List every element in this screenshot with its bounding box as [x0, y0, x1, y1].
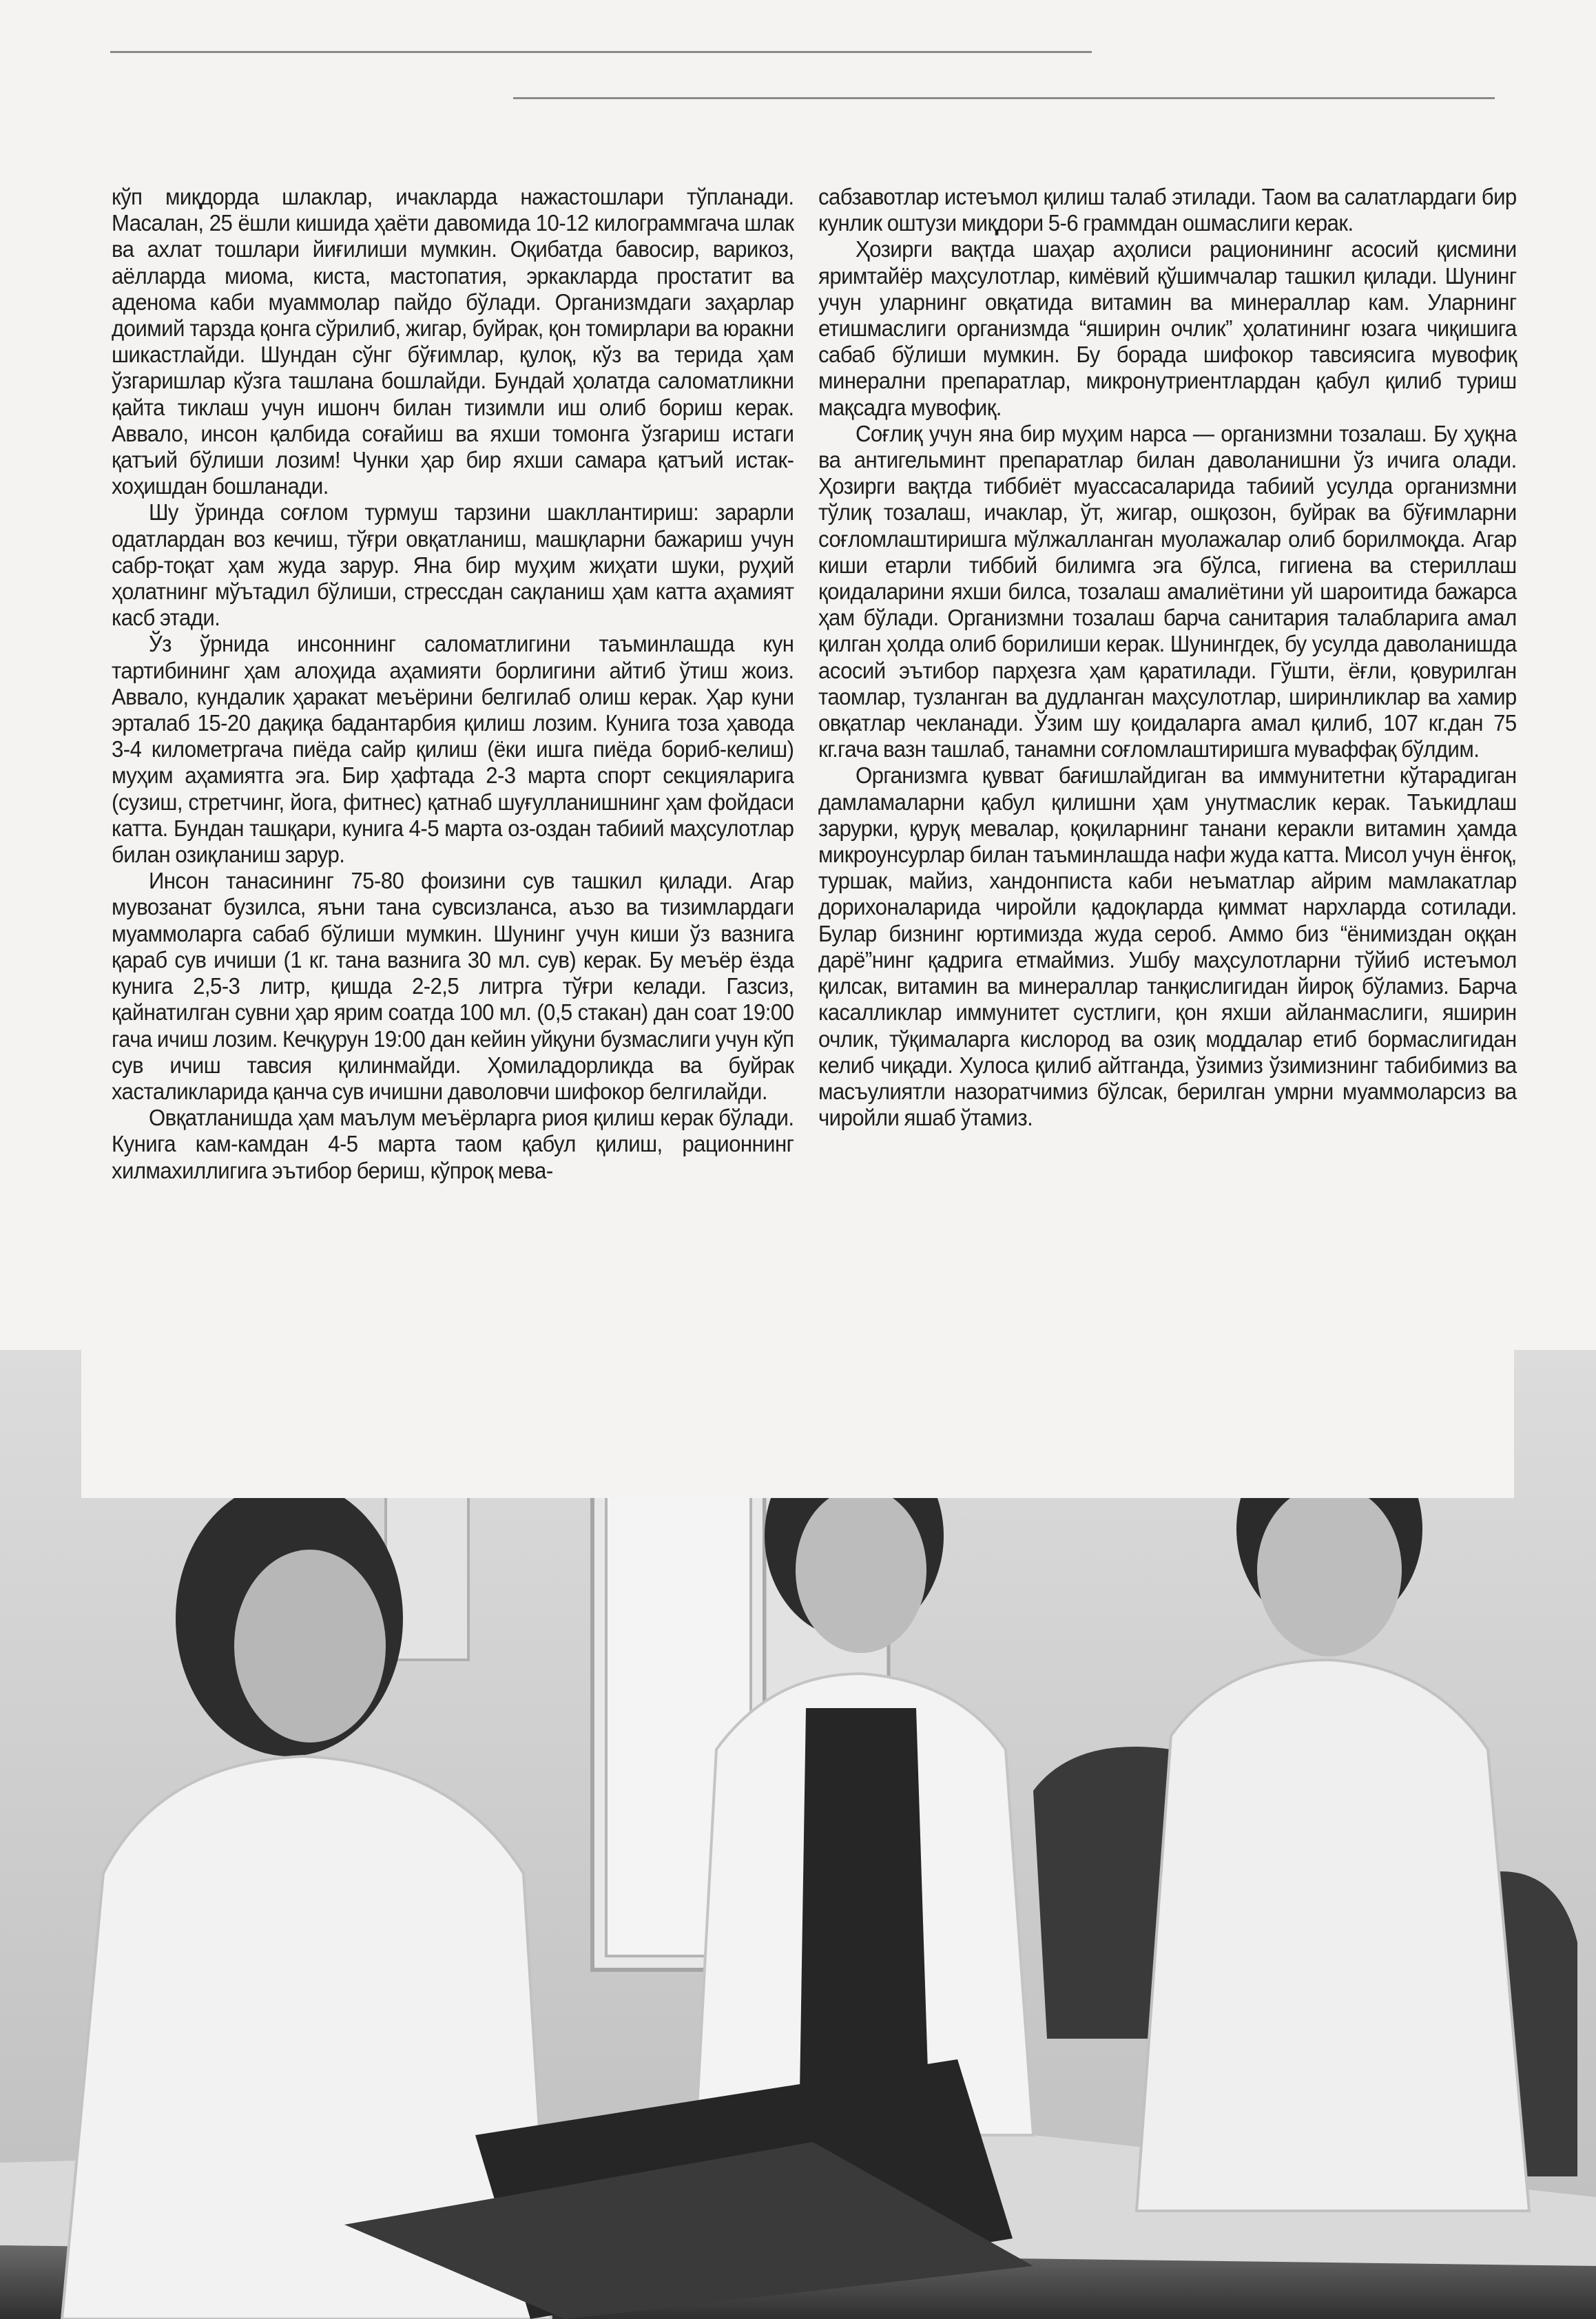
paragraph: Ҳозирги вақтда шаҳар аҳолиси рационининг асосий қисмини яримтайёр маҳсулотлар, кимёвий қўшимчалар ташкил қилади. Шунинг учун уларнинг овқатида витамин ва минераллар кам. Уларнинг етишмаслиги организмда “яширин очлик” ҳолатининг юзага чиқишига сабаб бўлиши мумкин. Бу борада шифокор тавсиясига мувофиқ минерални препаратлар, микронутриентлардан қабул қилиб туриш мақсадга мувофиқ. [818, 237, 1517, 421]
paragraph: Шу ўринда соғлом турмуш тарзини шакллантириш: зарарли одатлардан воз кечиш, тўғри овқатланиш, машқларни бажариш учун сабр-тоқат ҳам жуда зарур. Яна бир муҳим жиҳати шуки, руҳий ҳолатнинг мўътадил бўлиши, стрессдан сақланиш ҳам катта аҳамият касб этади. [112, 500, 794, 632]
paragraph: Организмга қувват бағишлайдиган ва иммунитетни кўтарадиган дамламаларни қабул қилишни ҳам унутмаслик керак. Таъкидлаш зарурки, қуруқ мевалар, қоқиларнинг танани керакли витамин ҳамда микроунсурлар билан таъминлашда нафи жуда катта. Мисол учун ёнғоқ, туршак, майиз, хандонписта каби неъматлар айрим мамлакатлар дорихоналарида чиройли қадоқларда қиммат нархларда сотилади. Булар бизнинг юртимизда жуда сероб. Аммо биз “ёнимиздан оққан дарё”нинг қадрига етмаймиз. Ушбу маҳсулотларни тўйиб истеъмол қилсак, витамин ва минераллар танқислигидан йироқ бўламиз. Барча касалликлар иммунитет сустлиги, қон яхши айланмаслиги, яширин очлик, тўқималарга кислород ва озиқ моддалар етиб бормаслигидан келиб чиқади. Хулоса қилиб айтганда, ўзимиз ўзимизнинг табибимиз ва масъулиятли назоратчимиз бўлсак, берилган умрни муаммоларсиз ва чиройли яшаб ўтамиз. [818, 763, 1517, 1132]
paragraph: Инсон танасининг 75-80 фоизини сув ташкил қилади. Агар мувозанат бузилса, яъни тана сувсизланса, аъзо ва тизимлардаги муаммоларга сабаб бўлиши мумкин. Шунинг учун киши ўз вазнига қараб сув ичиши (1 кг. тана вазнига 30 мл. сув) керак. Бу меъёр ёзда кунига 2,5-3 литр, қишда 2-2,5 литрга тўғри келади. Газсиз, қайнатилган сувни ҳар ярим соатда 100 мл. (0,5 стакан) дан соат 19:00 гача ичиш лозим. Кечқурун 19:00 дан кейин уйқуни бузмаслиги учун кўп сув ичиш тавсия қилинмайди. Ҳомиладорликда ва буйрак хасталикларида қанча сув ичишни даволовчи шифокор белгилайди. [112, 869, 794, 1105]
paragraph: Соғлиқ учун яна бир муҳим нарса — организмни тозалаш. Бу ҳуқна ва антигельминт препаратлар билан даволанишни ўз ичига олади. Ҳозирги вақтда тиббиёт муассасаларида табиий усулда организмни тўлиқ тозалаш, ичаклар, ўт, жигар, ошқозон, буйрак ва бўғимларни соғломлаштиришга мўлжалланган муолажалар олиб борилмоқда. Агар киши етарли тиббий билимга эга бўлса, гигиена ва стериллаш қоидаларини яхши билса, тозалаш амалиётини уй шароитида бажарса ҳам бўлади. Организмни тозалаш барча санитария талабларига амал қилган ҳолда олиб борилиши керак. Шунингдек, бу усулда даволанишда асосий эътибор парҳезга ҳам қаратилади. Гўшти, ёғли, қовурилган таомлар, тузланган ва дудланган маҳсулотлар, ширинликлар ва хамир овқатлар чекланади. Ўзим шу қоидаларга амал қилиб, 107 кг.дан 75 кг.гача вазн ташлаб, танамни соғломлаштиришга муваффақ бўлдим. [818, 421, 1517, 763]
header-rule-second [513, 97, 1495, 99]
paragraph: кўп миқдорда шлаклар, ичакларда нажастошлари тўпланади. Масалан, 25 ёшли кишида ҳаёти давомида 10-12 килограммгача шлак ва ахлат тошлари йиғилиши мумкин. Оқибатда бавосир, варикоз, аёлларда миома, киста, мастопатия, эркакларда простатит ва аденома каби муаммолар пайдо бўлади. Организмдаги заҳарлар доимий тарзда қонга сўрилиб, жигар, буйрак, қон томирлари ва юракни шикастлайди. Шундан сўнг бўғимлар, қулоқ, кўз ва терида ҳам ўзгаришлар кўзга ташлана бошлайди. Бундай ҳолатда саломатликни қайта тиклаш учун ишонч билан тизимли иш олиб бориш керак. Аввало, инсон қалбида соғайиш ва яхши томонга ўзгариш истаги қатъий бўлиши лозим! Чунки ҳар бир яхши самара қатъий истак-хоҳишдан бошланади. [112, 185, 794, 500]
header-rule-top [110, 51, 1092, 53]
article-text-panel [81, 165, 1517, 1498]
article-column-right [818, 185, 1517, 1132]
paragraph: сабзавотлар истеъмол қилиш талаб этилади. Таом ва салатлардаги бир кунлик оштузи миқдори 5-6 граммдан ошмаслиги керак. [818, 185, 1517, 237]
article-column-left [112, 185, 794, 1185]
paragraph: Ўз ўрнида инсоннинг саломатлигини таъминлашда кун тартибининг ҳам алоҳида аҳамияти борлигини айтиб ўтиш жоиз. Аввало, кундалик ҳаракат меъёрини белгилаб олиш керак. Ҳар куни эрталаб 15-20 дақиқа бадантарбия қилиш лозим. Кунига тоза ҳавода 3-4 километргача пиёда сайр қилиш (ёки ишга пиёда бориб-келиш) муҳим аҳамиятга эга. Бир ҳафтада 2-3 марта спорт секцияларига (сузиш, стретчинг, йога, фитнес) қатнаб шуғулланишнинг ҳам фойдаси катта. Бундан ташқари, кунига 4-5 марта оз-оздан табиий маҳсулотлар билан озиқланиш зарур. [112, 632, 794, 869]
paragraph: Овқатланишда ҳам маълум меъёрларга риоя қилиш керак бўлади. Кунига кам-камдан 4-5 марта таом қабул қилиш, рационнинг хилмахиллигига эътибор бериш, кўпроқ мева- [112, 1105, 794, 1184]
